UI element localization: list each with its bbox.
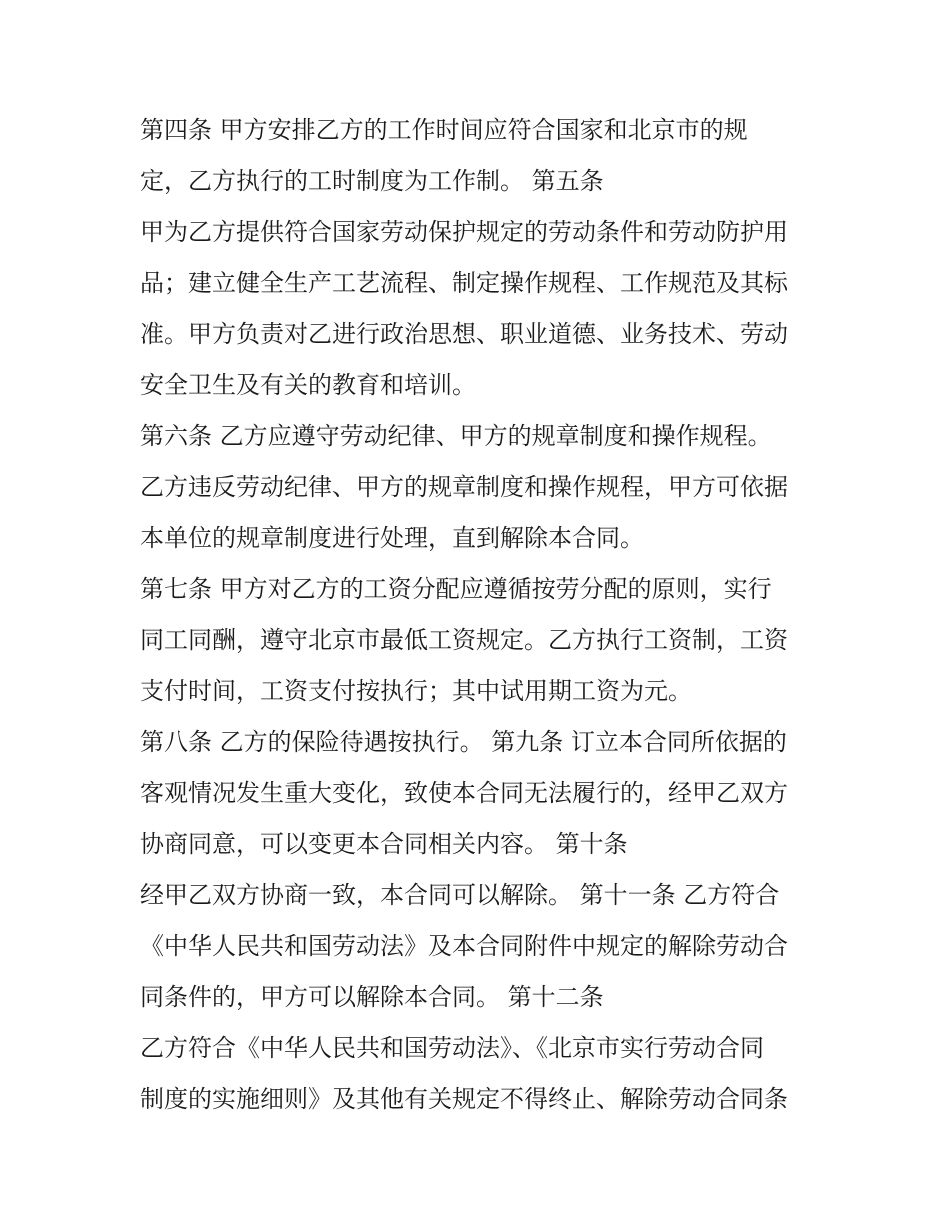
text-line: 同工同酬，遵守北京市最低工资规定。乙方执行工资制，工资 xyxy=(140,626,788,654)
text-line: 定，乙方执行的工时制度为工作制。 第五条 xyxy=(140,167,604,195)
text-line: 准。甲方负责对乙进行政治思想、职业道德、业务技术、劳动 xyxy=(140,320,788,348)
text-line: 第八条 乙方的保险待遇按执行。 第九条 订立本合同所依据的 xyxy=(140,728,787,756)
text-line: 《中华人民共和国劳动法》及本合同附件中规定的解除劳动合 xyxy=(140,932,788,960)
text-line: 第四条 甲方安排乙方的工作时间应符合国家和北京市的规 xyxy=(140,116,748,144)
text-line: 本单位的规章制度进行处理，直到解除本合同。 xyxy=(140,524,644,552)
contract-text-body xyxy=(140,108,840,1128)
text-line: 品；建立健全生产工艺流程、制定操作规程、工作规范及其标 xyxy=(140,269,788,297)
text-line: 乙方符合《中华人民共和国劳动法》、《北京市实行劳动合同 xyxy=(140,1034,764,1062)
text-line: 第七条 甲方对乙方的工资分配应遵循按劳分配的原则，实行 xyxy=(140,575,772,603)
text-line: 同条件的，甲方可以解除本合同。 第十二条 xyxy=(140,983,604,1011)
text-line: 支付时间，工资支付按执行；其中试用期工资为元。 xyxy=(140,677,692,705)
text-line: 经甲乙双方协商一致，本合同可以解除。 第十一条 乙方符合 xyxy=(140,881,780,909)
text-line: 甲为乙方提供符合国家劳动保护规定的劳动条件和劳动防护用 xyxy=(140,218,788,246)
text-line: 第六条 乙方应遵守劳动纪律、甲方的规章制度和操作规程。 xyxy=(140,422,772,450)
text-line: 乙方违反劳动纪律、甲方的规章制度和操作规程，甲方可依据 xyxy=(140,473,788,501)
text-line: 客观情况发生重大变化，致使本合同无法履行的，经甲乙双方 xyxy=(140,779,788,807)
text-line: 制度的实施细则》及其他有关规定不得终止、解除劳动合同条 xyxy=(140,1085,788,1113)
text-line: 安全卫生及有关的教育和培训。 xyxy=(140,371,476,399)
text-line: 协商同意，可以变更本合同相关内容。 第十条 xyxy=(140,830,628,858)
